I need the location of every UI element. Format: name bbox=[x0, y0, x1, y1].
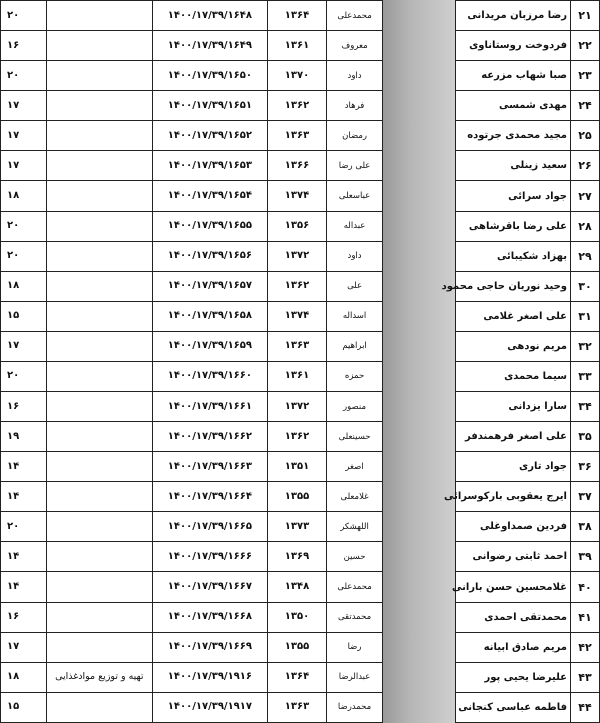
score-cell: ۱۵ bbox=[1, 692, 47, 722]
father-name-cell: محمدعلی bbox=[327, 572, 383, 602]
table-row bbox=[1, 301, 383, 331]
birth-year-cell: ۱۳۶۳ bbox=[267, 121, 326, 151]
birth-year-cell: ۱۳۶۲ bbox=[267, 271, 326, 301]
table-row bbox=[456, 1, 600, 31]
note-cell bbox=[46, 392, 152, 422]
table-row bbox=[1, 572, 383, 602]
birth-year-cell: ۱۳۶۱ bbox=[267, 31, 326, 61]
table-row bbox=[1, 482, 383, 512]
table-row bbox=[456, 211, 600, 241]
score-cell: ۱۷ bbox=[1, 91, 47, 121]
table-row bbox=[1, 422, 383, 452]
names-table-right bbox=[441, 0, 600, 723]
full-name-cell: ایرج یعقوبی بارکوسرائی bbox=[456, 482, 571, 512]
certificate-code-cell: ۱۴۰۰/۱۷/۳۹/۱۶۶۹ bbox=[152, 632, 267, 662]
full-name-cell: محمدتقی احمدی bbox=[456, 602, 571, 632]
father-name-cell: رضا bbox=[327, 632, 383, 662]
birth-year-cell: ۱۳۶۹ bbox=[267, 542, 326, 572]
note-cell bbox=[46, 61, 152, 91]
father-name-cell: علی bbox=[327, 271, 383, 301]
note-cell bbox=[46, 121, 152, 151]
birth-year-cell: ۱۳۶۴ bbox=[267, 1, 326, 31]
score-cell: ۱۷ bbox=[1, 121, 47, 151]
birth-year-cell: ۱۳۷۴ bbox=[267, 181, 326, 211]
full-name-cell: مریم نودهی bbox=[456, 331, 571, 361]
note-cell bbox=[46, 452, 152, 482]
table-row bbox=[1, 31, 383, 61]
names-table-right-body bbox=[441, 1, 600, 723]
note-cell bbox=[46, 181, 152, 211]
row-number-cell: ۳۲ bbox=[571, 331, 600, 361]
birth-year-cell: ۱۳۶۱ bbox=[267, 361, 326, 391]
certificate-code-cell: ۱۴۰۰/۱۷/۳۹/۱۶۵۰ bbox=[152, 61, 267, 91]
row-number-cell: ۴۰ bbox=[571, 572, 600, 602]
table-row bbox=[1, 151, 383, 181]
score-cell: ۱۷ bbox=[1, 331, 47, 361]
birth-year-cell: ۱۳۵۵ bbox=[267, 482, 326, 512]
row-number-cell: ۳۹ bbox=[571, 542, 600, 572]
father-name-cell: اسداله bbox=[327, 301, 383, 331]
row-number-cell: ۲۲ bbox=[571, 31, 600, 61]
table-row bbox=[456, 181, 600, 211]
note-cell bbox=[46, 301, 152, 331]
full-name-cell: وحید نوریان حاجی محمود bbox=[456, 271, 571, 301]
certificate-code-cell: ۱۴۰۰/۱۷/۳۹/۱۶۵۸ bbox=[152, 301, 267, 331]
row-number-cell: ۳۱ bbox=[571, 301, 600, 331]
table-row bbox=[1, 512, 383, 542]
certificate-code-cell: ۱۴۰۰/۱۷/۳۹/۱۹۱۷ bbox=[152, 692, 267, 722]
table-row bbox=[456, 301, 600, 331]
table-row bbox=[456, 422, 600, 452]
note-cell bbox=[46, 422, 152, 452]
full-name-cell: احمد ثابتی رضوانی bbox=[456, 542, 571, 572]
table-row bbox=[1, 121, 383, 151]
father-name-cell: محمدرضا bbox=[327, 692, 383, 722]
table-row bbox=[1, 181, 383, 211]
row-number-cell: ۳۴ bbox=[571, 392, 600, 422]
table-row bbox=[456, 121, 600, 151]
father-name-cell: منصور bbox=[327, 392, 383, 422]
table-row bbox=[1, 692, 383, 722]
father-name-cell: حمزه bbox=[327, 361, 383, 391]
note-cell bbox=[46, 542, 152, 572]
table-row bbox=[456, 692, 600, 722]
note-cell bbox=[46, 331, 152, 361]
father-name-cell: رمضان bbox=[327, 121, 383, 151]
note-cell bbox=[46, 211, 152, 241]
note-cell bbox=[46, 482, 152, 512]
note-cell bbox=[46, 271, 152, 301]
certificate-code-cell: ۱۴۰۰/۱۷/۳۹/۱۶۶۵ bbox=[152, 512, 267, 542]
score-cell: ۲۰ bbox=[1, 1, 47, 31]
note-cell: تهیه و توزیع موادغذایی bbox=[46, 662, 152, 692]
certificate-code-cell: ۱۴۰۰/۱۷/۳۹/۱۶۶۳ bbox=[152, 452, 267, 482]
full-name-cell: فاطمه عباسی کنجانی bbox=[456, 692, 571, 722]
table-row bbox=[1, 241, 383, 271]
full-name-cell: بهزاد شکیبائی bbox=[456, 241, 571, 271]
row-number-cell: ۲۱ bbox=[571, 1, 600, 31]
certificate-code-cell: ۱۴۰۰/۱۷/۳۹/۱۶۴۸ bbox=[152, 1, 267, 31]
table-row bbox=[456, 542, 600, 572]
certificate-code-cell: ۱۴۰۰/۱۷/۳۹/۱۶۴۹ bbox=[152, 31, 267, 61]
row-number-cell: ۴۴ bbox=[571, 692, 600, 722]
note-cell bbox=[46, 91, 152, 121]
table-row bbox=[456, 61, 600, 91]
certificate-code-cell: ۱۴۰۰/۱۷/۳۹/۱۹۱۶ bbox=[152, 662, 267, 692]
score-cell: ۱۷ bbox=[1, 151, 47, 181]
note-cell bbox=[46, 151, 152, 181]
table-row bbox=[1, 602, 383, 632]
score-cell: ۱۴ bbox=[1, 572, 47, 602]
full-name-cell: مهدی شمسی bbox=[456, 91, 571, 121]
table-row bbox=[1, 211, 383, 241]
row-number-cell: ۳۸ bbox=[571, 512, 600, 542]
row-number-cell: ۳۵ bbox=[571, 422, 600, 452]
table-row bbox=[456, 632, 600, 662]
score-cell: ۱۶ bbox=[1, 602, 47, 632]
table-row bbox=[456, 482, 600, 512]
birth-year-cell: ۱۳۷۴ bbox=[267, 301, 326, 331]
birth-year-cell: ۱۳۶۳ bbox=[267, 331, 326, 361]
score-cell: ۱۸ bbox=[1, 271, 47, 301]
birth-year-cell: ۱۳۵۰ bbox=[267, 602, 326, 632]
full-name-cell: صبا شهاب مزرعه bbox=[456, 61, 571, 91]
score-cell: ۲۰ bbox=[1, 512, 47, 542]
father-name-cell: ابراهیم bbox=[327, 331, 383, 361]
table-row bbox=[456, 602, 600, 632]
birth-year-cell: ۱۳۷۳ bbox=[267, 512, 326, 542]
father-name-cell: غلامعلی bbox=[327, 482, 383, 512]
table-row bbox=[456, 31, 600, 61]
birth-year-cell: ۱۳۷۲ bbox=[267, 392, 326, 422]
birth-year-cell: ۱۳۶۳ bbox=[267, 692, 326, 722]
father-name-cell: اللهشکر bbox=[327, 512, 383, 542]
score-cell: ۲۰ bbox=[1, 361, 47, 391]
table-row bbox=[456, 572, 600, 602]
father-name-cell: حسین bbox=[327, 542, 383, 572]
note-cell bbox=[46, 692, 152, 722]
table-row bbox=[1, 1, 383, 31]
certificate-code-cell: ۱۴۰۰/۱۷/۳۹/۱۶۵۲ bbox=[152, 121, 267, 151]
full-name-cell: سارا یزدانی bbox=[456, 392, 571, 422]
birth-year-cell: ۱۳۶۶ bbox=[267, 151, 326, 181]
certificate-code-cell: ۱۴۰۰/۱۷/۳۹/۱۶۵۴ bbox=[152, 181, 267, 211]
full-name-cell: علی رضا باقرشاهی bbox=[456, 211, 571, 241]
records-table-left-body bbox=[1, 1, 383, 723]
row-number-cell: ۲۹ bbox=[571, 241, 600, 271]
score-cell: ۱۸ bbox=[1, 662, 47, 692]
table-row bbox=[456, 361, 600, 391]
full-name-cell: علیرضا یحیی پور bbox=[456, 662, 571, 692]
score-cell: ۲۰ bbox=[1, 241, 47, 271]
full-name-cell: مریم صادق ابیانه bbox=[456, 632, 571, 662]
birth-year-cell: ۱۳۶۲ bbox=[267, 422, 326, 452]
row-number-cell: ۲۶ bbox=[571, 151, 600, 181]
father-name-cell: علی رضا bbox=[327, 151, 383, 181]
full-name-cell: فردین صمداوغلی bbox=[456, 512, 571, 542]
birth-year-cell: ۱۳۴۸ bbox=[267, 572, 326, 602]
table-row bbox=[456, 331, 600, 361]
birth-year-cell: ۱۳۷۰ bbox=[267, 61, 326, 91]
table-row bbox=[1, 662, 383, 692]
certificate-code-cell: ۱۴۰۰/۱۷/۳۹/۱۶۶۶ bbox=[152, 542, 267, 572]
row-number-cell: ۲۳ bbox=[571, 61, 600, 91]
table-row bbox=[456, 452, 600, 482]
row-number-cell: ۳۷ bbox=[571, 482, 600, 512]
full-name-cell: سیما محمدی bbox=[456, 361, 571, 391]
score-cell: ۱۵ bbox=[1, 301, 47, 331]
table-row bbox=[1, 61, 383, 91]
birth-year-cell: ۱۳۵۶ bbox=[267, 211, 326, 241]
full-name-cell: سعید زینلی bbox=[456, 151, 571, 181]
father-name-cell: معروف bbox=[327, 31, 383, 61]
note-cell bbox=[46, 632, 152, 662]
father-name-cell: فرهاد bbox=[327, 91, 383, 121]
note-cell bbox=[46, 602, 152, 632]
row-number-cell: ۳۰ bbox=[571, 271, 600, 301]
score-cell: ۱۷ bbox=[1, 632, 47, 662]
table-row bbox=[1, 271, 383, 301]
table-row bbox=[1, 331, 383, 361]
full-name-cell: مجید محمدی جرتوده bbox=[456, 121, 571, 151]
certificate-code-cell: ۱۴۰۰/۱۷/۳۹/۱۶۶۰ bbox=[152, 361, 267, 391]
score-cell: ۱۶ bbox=[1, 31, 47, 61]
table-row bbox=[456, 392, 600, 422]
full-name-cell: علی اصغر فرهمندفر bbox=[456, 422, 571, 452]
row-number-cell: ۴۳ bbox=[571, 662, 600, 692]
score-cell: ۲۰ bbox=[1, 61, 47, 91]
table-row bbox=[1, 452, 383, 482]
page-gutter bbox=[383, 0, 455, 723]
certificate-code-cell: ۱۴۰۰/۱۷/۳۹/۱۶۵۵ bbox=[152, 211, 267, 241]
certificate-code-cell: ۱۴۰۰/۱۷/۳۹/۱۶۶۷ bbox=[152, 572, 267, 602]
table-row bbox=[456, 512, 600, 542]
father-name-cell: عبدالرضا bbox=[327, 662, 383, 692]
note-cell bbox=[46, 1, 152, 31]
table-row bbox=[456, 241, 600, 271]
birth-year-cell: ۱۳۵۵ bbox=[267, 632, 326, 662]
birth-year-cell: ۱۳۵۱ bbox=[267, 452, 326, 482]
birth-year-cell: ۱۳۶۴ bbox=[267, 662, 326, 692]
row-number-cell: ۲۸ bbox=[571, 211, 600, 241]
father-name-cell: حسینعلی bbox=[327, 422, 383, 452]
score-cell: ۲۰ bbox=[1, 211, 47, 241]
row-number-cell: ۴۱ bbox=[571, 602, 600, 632]
score-cell: ۱۹ bbox=[1, 422, 47, 452]
birth-year-cell: ۱۳۶۲ bbox=[267, 91, 326, 121]
certificate-code-cell: ۱۴۰۰/۱۷/۳۹/۱۶۶۲ bbox=[152, 422, 267, 452]
full-name-cell: فردوخت روستاناوی bbox=[456, 31, 571, 61]
table-row bbox=[456, 151, 600, 181]
certificate-code-cell: ۱۴۰۰/۱۷/۳۹/۱۶۶۸ bbox=[152, 602, 267, 632]
certificate-code-cell: ۱۴۰۰/۱۷/۳۹/۱۶۵۷ bbox=[152, 271, 267, 301]
score-cell: ۱۴ bbox=[1, 542, 47, 572]
row-number-cell: ۲۷ bbox=[571, 181, 600, 211]
score-cell: ۱۴ bbox=[1, 482, 47, 512]
table-row bbox=[1, 392, 383, 422]
full-name-cell: جواد سرائی bbox=[456, 181, 571, 211]
note-cell bbox=[46, 361, 152, 391]
table-row bbox=[456, 662, 600, 692]
row-number-cell: ۲۵ bbox=[571, 121, 600, 151]
full-name-cell: غلامحسین حسن بارانی bbox=[456, 572, 571, 602]
full-name-cell: جواد تاری bbox=[456, 452, 571, 482]
row-number-cell: ۲۴ bbox=[571, 91, 600, 121]
score-cell: ۱۸ bbox=[1, 181, 47, 211]
table-row bbox=[1, 632, 383, 662]
certificate-code-cell: ۱۴۰۰/۱۷/۳۹/۱۶۵۹ bbox=[152, 331, 267, 361]
father-name-cell: داود bbox=[327, 241, 383, 271]
father-name-cell: عباسعلی bbox=[327, 181, 383, 211]
certificate-code-cell: ۱۴۰۰/۱۷/۳۹/۱۶۵۶ bbox=[152, 241, 267, 271]
father-name-cell: محمدعلی bbox=[327, 1, 383, 31]
certificate-code-cell: ۱۴۰۰/۱۷/۳۹/۱۶۶۱ bbox=[152, 392, 267, 422]
table-row bbox=[1, 361, 383, 391]
father-name-cell: عبداله bbox=[327, 211, 383, 241]
certificate-code-cell: ۱۴۰۰/۱۷/۳۹/۱۶۵۱ bbox=[152, 91, 267, 121]
row-number-cell: ۳۶ bbox=[571, 452, 600, 482]
father-name-cell: محمدتقی bbox=[327, 602, 383, 632]
father-name-cell: داود bbox=[327, 61, 383, 91]
note-cell bbox=[46, 572, 152, 602]
table-row bbox=[456, 271, 600, 301]
table-row bbox=[1, 542, 383, 572]
table-row bbox=[456, 91, 600, 121]
full-name-cell: رضا مرزبان مریدانی bbox=[456, 1, 571, 31]
row-number-cell: ۳۳ bbox=[571, 361, 600, 391]
certificate-code-cell: ۱۴۰۰/۱۷/۳۹/۱۶۶۴ bbox=[152, 482, 267, 512]
score-cell: ۱۴ bbox=[1, 452, 47, 482]
table-row bbox=[1, 91, 383, 121]
father-name-cell: اصغر bbox=[327, 452, 383, 482]
full-name-cell: علی اصغر غلامی bbox=[456, 301, 571, 331]
row-number-cell: ۴۲ bbox=[571, 632, 600, 662]
birth-year-cell: ۱۳۷۲ bbox=[267, 241, 326, 271]
certificate-code-cell: ۱۴۰۰/۱۷/۳۹/۱۶۵۳ bbox=[152, 151, 267, 181]
note-cell bbox=[46, 512, 152, 542]
note-cell bbox=[46, 241, 152, 271]
note-cell bbox=[46, 31, 152, 61]
score-cell: ۱۶ bbox=[1, 392, 47, 422]
